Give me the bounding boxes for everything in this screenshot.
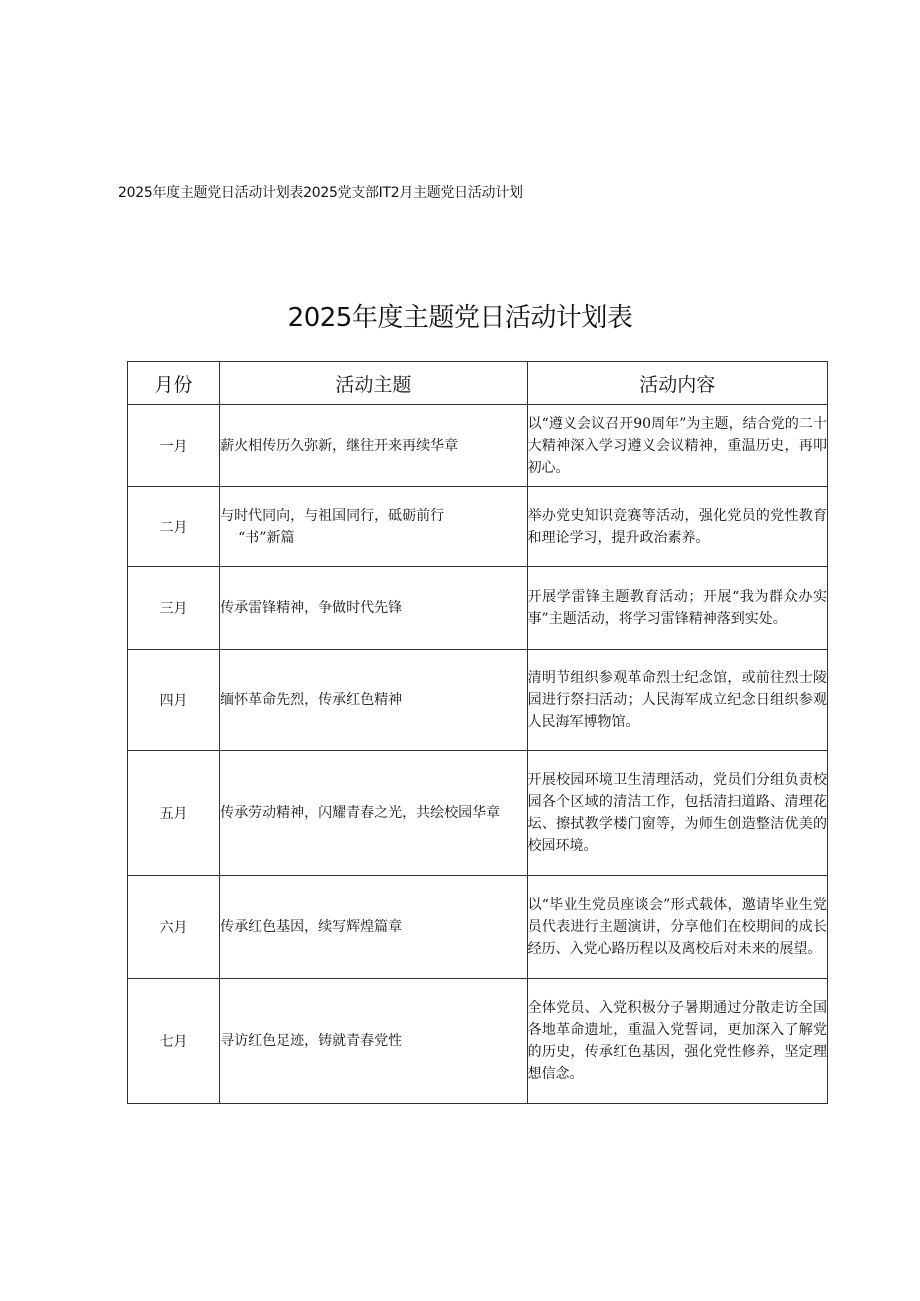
content-cell: 全体党员、入党积极分子暑期通过分散走访全国各地革命遗址，重温入党誓词，更加深入了解党的历史，传承红色基因，强化党性修养，坚定理想信念。 bbox=[527, 979, 827, 1104]
theme-line-1: 与时代同向，与祖国同行，砥砺前行 bbox=[220, 507, 445, 524]
header-month: 月份 bbox=[128, 362, 220, 405]
content-cell: 举办党史知识竞赛等活动，强化党员的党性教育和理论学习，提升政治素养。 bbox=[527, 487, 827, 567]
page-title: 2025年度主题党日活动计划表 bbox=[287, 303, 633, 333]
document-header-line: 2025年度主题党日活动计划表2025党支部IT2月主题党日活动计划 bbox=[118, 185, 523, 201]
table-row bbox=[128, 567, 828, 650]
content-cell: 开展学雷锋主题教育活动；开展“我为群众办实事”主题活动，将学习雷锋精神落到实处。 bbox=[527, 567, 827, 650]
table-row bbox=[128, 650, 828, 751]
month-cell: 三月 bbox=[128, 567, 220, 650]
theme-cell: 传承劳动精神，闪耀青春之光，共绘校园华章 bbox=[220, 751, 527, 876]
theme-cell: 传承雷锋精神，争做时代先锋 bbox=[220, 567, 527, 650]
theme-cell: 缅怀革命先烈，传承红色精神 bbox=[220, 650, 527, 751]
table-row bbox=[128, 487, 828, 567]
header-content: 活动内容 bbox=[527, 362, 827, 405]
activity-plan-table bbox=[127, 361, 828, 1104]
table-row bbox=[128, 751, 828, 876]
month-cell: 五月 bbox=[128, 751, 220, 876]
month-cell: 一月 bbox=[128, 405, 220, 487]
month-cell: 四月 bbox=[128, 650, 220, 751]
content-cell: 以“遵义会议召开90周年”为主题，结合党的二十大精神深入学习遵义会议精神，重温历史，再叩初心。 bbox=[527, 405, 827, 487]
table-header-row bbox=[128, 362, 828, 405]
header-theme: 活动主题 bbox=[220, 362, 527, 405]
theme-cell: 寻访红色足迹，铸就青春党性 bbox=[220, 979, 527, 1104]
theme-cell: 薪火相传历久弥新，继往开来再续华章 bbox=[220, 405, 527, 487]
table-row bbox=[128, 405, 828, 487]
content-cell: 清明节组织参观革命烈士纪念馆，或前往烈士陵园进行祭扫活动；人民海军成立纪念日组织参观人民海军博物馆。 bbox=[527, 650, 827, 751]
table-row bbox=[128, 979, 828, 1104]
content-cell: 开展校园环境卫生清理活动，党员们分组负责校园各个区域的清洁工作，包括清扫道路、清理花坛、擦拭教学楼门窗等，为师生创造整洁优美的校园环境。 bbox=[527, 751, 827, 876]
theme-cell: 传承红色基因，续写辉煌篇章 bbox=[220, 876, 527, 979]
month-cell: 六月 bbox=[128, 876, 220, 979]
month-cell: 二月 bbox=[128, 487, 220, 567]
table-row bbox=[128, 876, 828, 979]
theme-cell bbox=[220, 487, 527, 567]
month-cell: 七月 bbox=[128, 979, 220, 1104]
content-cell: 以“毕业生党员座谈会”形式载体，邀请毕业生党员代表进行主题演讲，分享他们在校期间的成长经历、入党心路历程以及离校后对未来的展望。 bbox=[527, 876, 827, 979]
theme-line-2: “书”新篇 bbox=[238, 529, 295, 546]
